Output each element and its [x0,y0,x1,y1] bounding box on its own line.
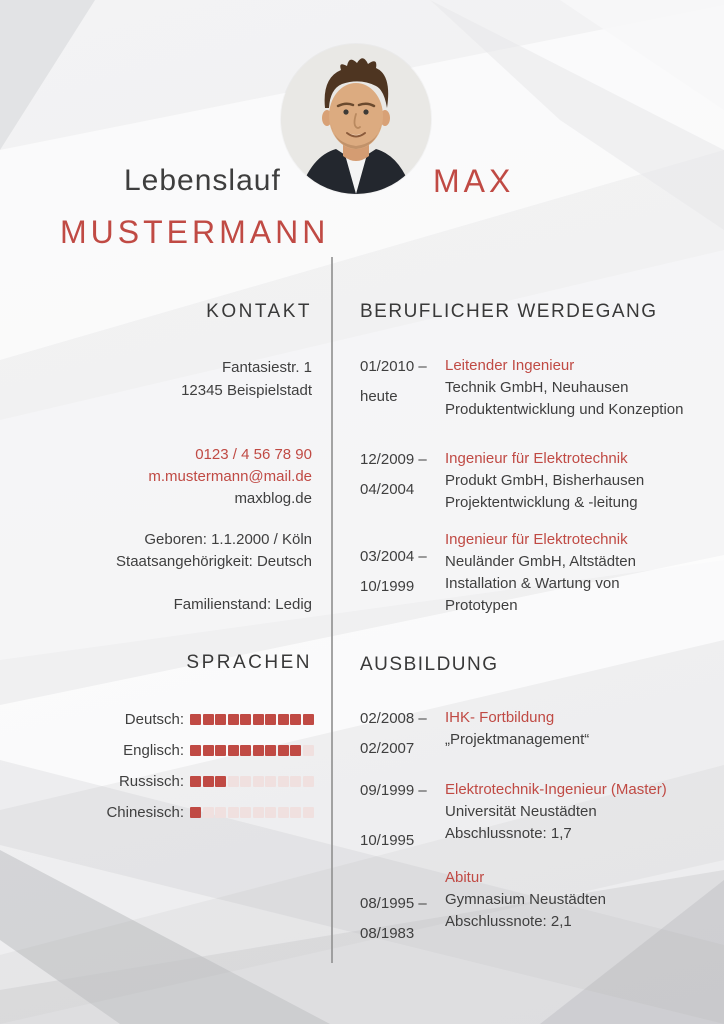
entry-content [445,529,695,617]
language-label: Russisch: [118,773,184,790]
family-status-block [40,594,312,616]
skill-square-filled [253,714,264,725]
skill-square-filled [190,714,201,725]
skill-square-filled [278,745,289,756]
job-title: Ingenieur für Elektrotechnik [445,450,628,467]
education-title: IHK- Fortbildung [445,709,555,726]
job-detail: Projektentwicklung & -leitung [445,494,638,511]
job-detail: Technik GmbH, Neuhausen [445,379,629,396]
skill-square-empty [240,776,251,787]
nationality-info: Staatsangehörigkeit: Deutsch [116,553,312,570]
profile-photo [281,44,431,194]
skill-square-filled [203,776,214,787]
date-from: 12/2009 – [360,451,427,468]
skill-bar [190,807,312,818]
language-label: Englisch: [123,742,184,759]
date-to: heute [360,388,398,405]
languages-block [40,704,312,828]
languages-heading: SPRACHEN [186,652,312,673]
education-title: Abitur [445,869,485,886]
education-detail: Abschlussnote: 2,1 [445,913,572,930]
education-detail: „Projektmanagement“ [445,731,590,748]
career-heading: BERUFLICHER WERDEGANG [360,301,658,322]
job-detail: Prototypen [445,597,518,614]
skill-square-filled [215,714,226,725]
education-detail: Universität Neustädten [445,803,597,820]
skill-square-empty [253,807,264,818]
skill-square-empty [228,776,239,787]
language-row [40,766,312,797]
job-detail: Produkt GmbH, Bisherhausen [445,472,645,489]
skill-square-empty [240,807,251,818]
skill-square-filled [303,714,314,725]
education-title: Elektrotechnik-Ingenieur (Master) [445,781,667,798]
skill-square-filled [215,776,226,787]
date-from: 09/1999 – [360,782,427,799]
job-title: Ingenieur für Elektrotechnik [445,531,628,548]
last-name: MUSTERMANN [60,214,330,250]
email-link[interactable]: m.mustermann@mail.de [148,468,312,485]
language-label: Chinesisch: [106,804,184,821]
personal-info-block [40,529,312,573]
address-line: 12345 Beispielstadt [181,382,312,399]
skill-square-empty [203,807,214,818]
language-row [40,797,312,828]
skill-square-empty [290,807,301,818]
phone-number: 0123 / 4 56 78 90 [195,446,312,463]
education-detail: Gymnasium Neustädten [445,891,606,908]
skill-square-filled [265,714,276,725]
skill-square-filled [190,776,201,787]
language-row [40,704,312,735]
date-from: 02/2008 – [360,710,427,727]
skill-square-empty [290,776,301,787]
skill-square-empty [215,807,226,818]
skill-square-empty [278,776,289,787]
date-from: 01/2010 – [360,358,427,375]
date-to: 10/1995 [360,832,415,849]
skill-bar [190,776,312,787]
skill-square-empty [303,807,314,818]
language-label: Deutsch: [124,711,184,728]
birth-info: Geboren: 1.1.2000 / Köln [144,531,312,548]
skill-square-filled [190,745,201,756]
skill-bar [190,745,312,756]
date-to: 10/1999 [360,578,415,595]
entry-content [445,707,695,751]
language-row [40,735,312,766]
first-name: MAX [433,163,515,199]
entry-content [445,448,695,514]
contact-heading: KONTAKT [206,301,312,322]
job-title: Leitender Ingenieur [445,357,575,374]
skill-square-empty [265,807,276,818]
address-line: Fantasiestr. 1 [221,359,312,376]
date-to: 02/2007 [360,740,415,757]
skill-square-empty [278,807,289,818]
education-detail: Abschlussnote: 1,7 [445,825,572,842]
date-to: 08/1983 [360,925,415,942]
skill-square-empty [265,776,276,787]
skill-square-filled [203,714,214,725]
skill-square-empty [253,776,264,787]
skill-square-filled [215,745,226,756]
column-divider [331,257,333,963]
job-detail: Installation & Wartung von [445,575,620,592]
family-status: Familienstand: Ledig [173,596,312,613]
skill-square-filled [290,714,301,725]
document-title: Lebenslauf [124,164,281,197]
skill-square-empty [303,745,314,756]
date-to: 04/2004 [360,481,415,498]
skill-square-filled [253,745,264,756]
skill-square-filled [228,745,239,756]
skill-square-filled [190,807,201,818]
entry-content [445,867,695,933]
skill-square-empty [228,807,239,818]
entry-content [445,779,695,845]
skill-bar [190,714,312,725]
skill-square-filled [240,714,251,725]
job-detail: Produktentwicklung und Konzeption [445,401,684,418]
skill-square-filled [290,745,301,756]
skill-square-filled [203,745,214,756]
skill-square-filled [278,714,289,725]
website-link[interactable]: maxblog.de [234,490,312,507]
entry-content [445,355,695,421]
skill-square-empty [303,776,314,787]
skill-square-filled [265,745,276,756]
contact-details-block [40,444,312,510]
date-from: 03/2004 – [360,548,427,565]
address-block [40,356,312,402]
skill-square-filled [228,714,239,725]
skill-square-filled [240,745,251,756]
education-heading: AUSBILDUNG [360,654,499,675]
date-from: 08/1995 – [360,895,427,912]
job-detail: Neuländer GmbH, Altstädten [445,553,636,570]
portrait-illustration [281,44,431,194]
